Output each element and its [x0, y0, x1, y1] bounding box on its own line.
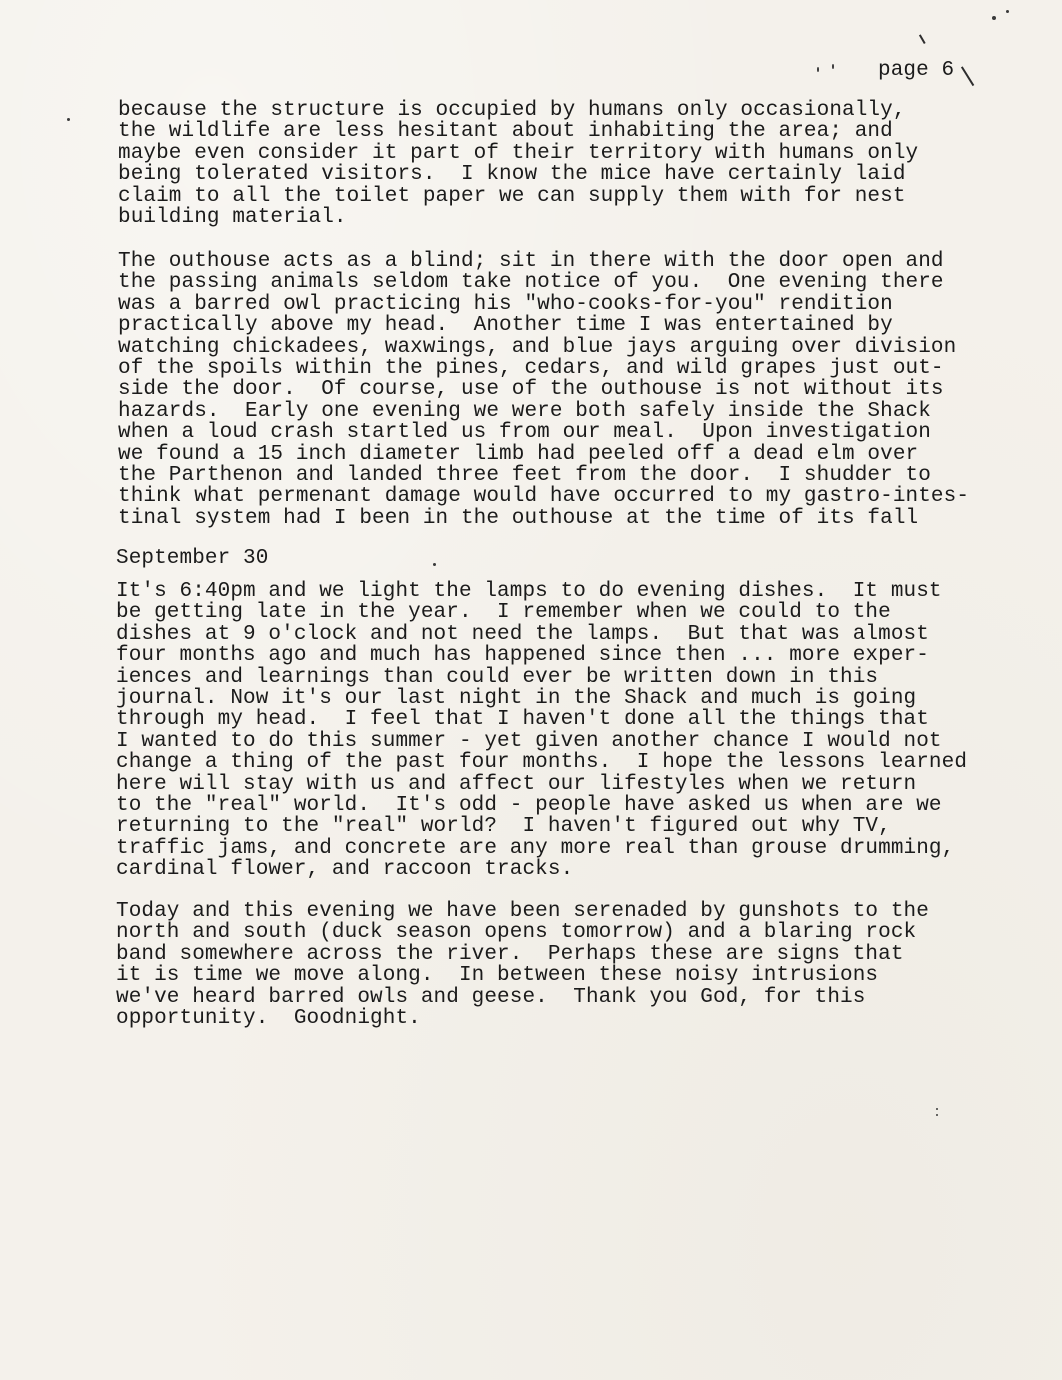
paper-speck [1006, 10, 1009, 13]
paper-speck [67, 118, 70, 121]
paper-speck [936, 1108, 938, 1110]
paper-speck [992, 16, 996, 20]
date-heading: September 30 [116, 547, 269, 570]
paragraph-outhouse: The outhouse acts as a blind; sit in there with the door open and the passing animals seldom take notice of you. One evening there was a barred owl practicing his "who-cooks-for-you" rendition practically above my head. Another time I was entertained by watching chickadees, waxwings, and blue jays arguing over division of the spoils within the pines, cedars, and wild grapes just out- side the door. Of course, use of the outhouse is not without its hazards. Early one evening we were both safely inside the Shack when a loud crash startled us from our meal. Upon investigation we found a 15 inch diameter limb had peeled off a dead elm over the Parthenon and landed three feet from the door. I shudder to think what permenant damage would have occurred to my gastro-intes- tinal system had I been in the outhouse at the time of its fall [118, 250, 970, 530]
paper-speck [832, 64, 834, 69]
paper-speck [936, 1114, 938, 1116]
page-number: page 6 [878, 59, 955, 82]
paper-speck [433, 563, 436, 566]
paragraph-wildlife: because the structure is occupied by humans only occasionally, the wildlife are less hesitant about inhabiting the area; and maybe even consider it part of their territory with humans only being tolerated visitors. I know the mice have certainly laid claim to all the toilet paper we can supply them with for nest building material. [118, 99, 919, 230]
paper-speck [817, 67, 819, 72]
paragraph-last-night: It's 6:40pm and we light the lamps to do evening dishes. It must be getting late in the year. I remember when we could to the dishes at 9 o'clock and not need the lamps. But that was almost four months ago and much has happened since then ... more exper- iences and learnings than could ever be written down in this journal. Now it's our last night in the Shack and much is going through my head. I feel that I haven't done all the things that I wanted to do this summer - yet given another chance I would not change a thing of the past four months. I hope the lessons learned here will stay with us and affect our lifestyles when we return to the "real" world. It's odd - people have asked us when are we returning to the "real" world? I haven't figured out why TV, traffic jams, and concrete are any more real than grouse drumming, cardinal flower, and raccoon tracks. [116, 580, 968, 882]
pen-stroke-mark [961, 66, 974, 85]
pen-stroke-mark [919, 34, 925, 43]
paragraph-goodnight: Today and this evening we have been serenaded by gunshots to the north and south (duck season opens tomorrow) and a blaring rock band somewhere across the river. Perhaps these are signs that it is time we move along. In between these noisy intrusions we've heard barred owls and geese. Thank you God, for this opportunity. Goodnight. [116, 900, 929, 1031]
